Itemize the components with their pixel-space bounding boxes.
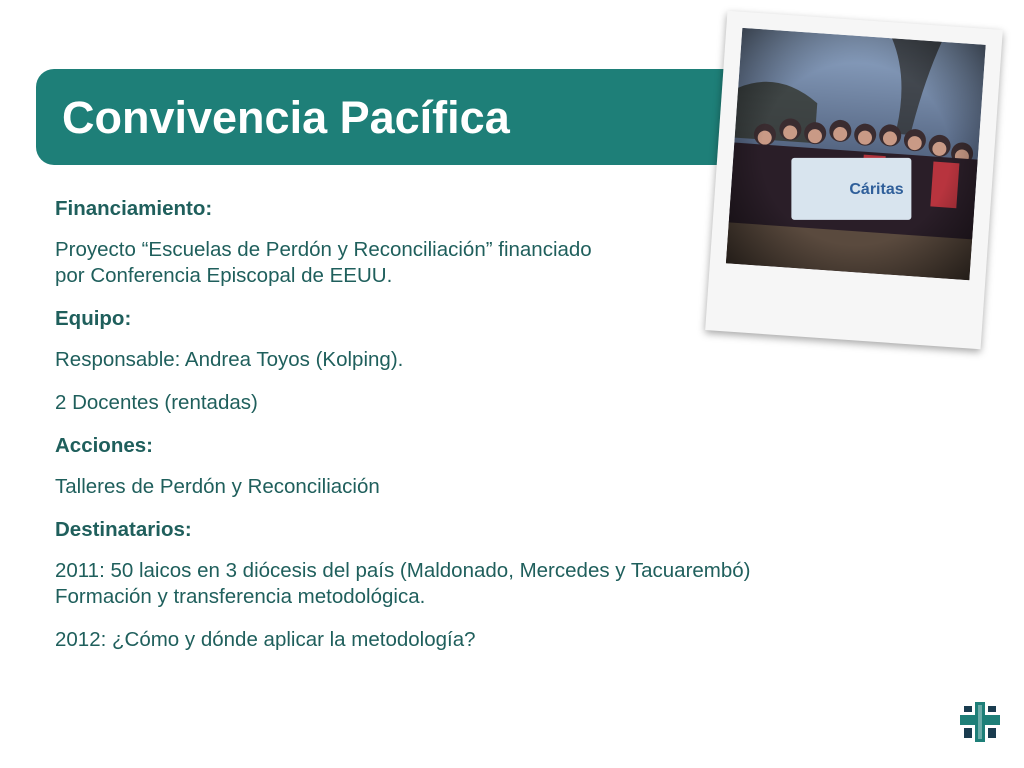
destinatarios-line-2: Formación y transferencia metodológica. xyxy=(55,585,426,608)
destinatarios-2011 xyxy=(55,558,875,610)
destinatarios-line-1: 2011: 50 laicos en 3 diócesis del país (Maldonado, Mercedes y Tacuarembó) xyxy=(55,559,751,582)
slide-title: Convivencia Pacífica xyxy=(62,92,510,143)
heading-equipo: Equipo: xyxy=(55,307,132,330)
caritas-cross-icon xyxy=(958,700,1002,744)
heading-acciones: Acciones: xyxy=(55,434,153,457)
equipo-line-2: 2 Docentes (rentadas) xyxy=(55,391,258,414)
heading-destinatarios: Destinatarios: xyxy=(55,518,192,541)
financiamiento-line-1: Proyecto “Escuelas de Perdón y Reconciliación” financiado xyxy=(55,238,592,261)
heading-financiamiento: Financiamiento: xyxy=(55,197,213,220)
group-photo xyxy=(726,28,986,280)
destinatarios-2012: 2012: ¿Cómo y dónde aplicar la metodología? xyxy=(55,628,476,651)
equipo-line-1: Responsable: Andrea Toyos (Kolping). xyxy=(55,348,404,371)
acciones-line-1: Talleres de Perdón y Reconciliación xyxy=(55,475,380,498)
financiamiento-line-2: por Conferencia Episcopal de EEUU. xyxy=(55,264,393,287)
polaroid-photo-frame xyxy=(705,11,1003,349)
